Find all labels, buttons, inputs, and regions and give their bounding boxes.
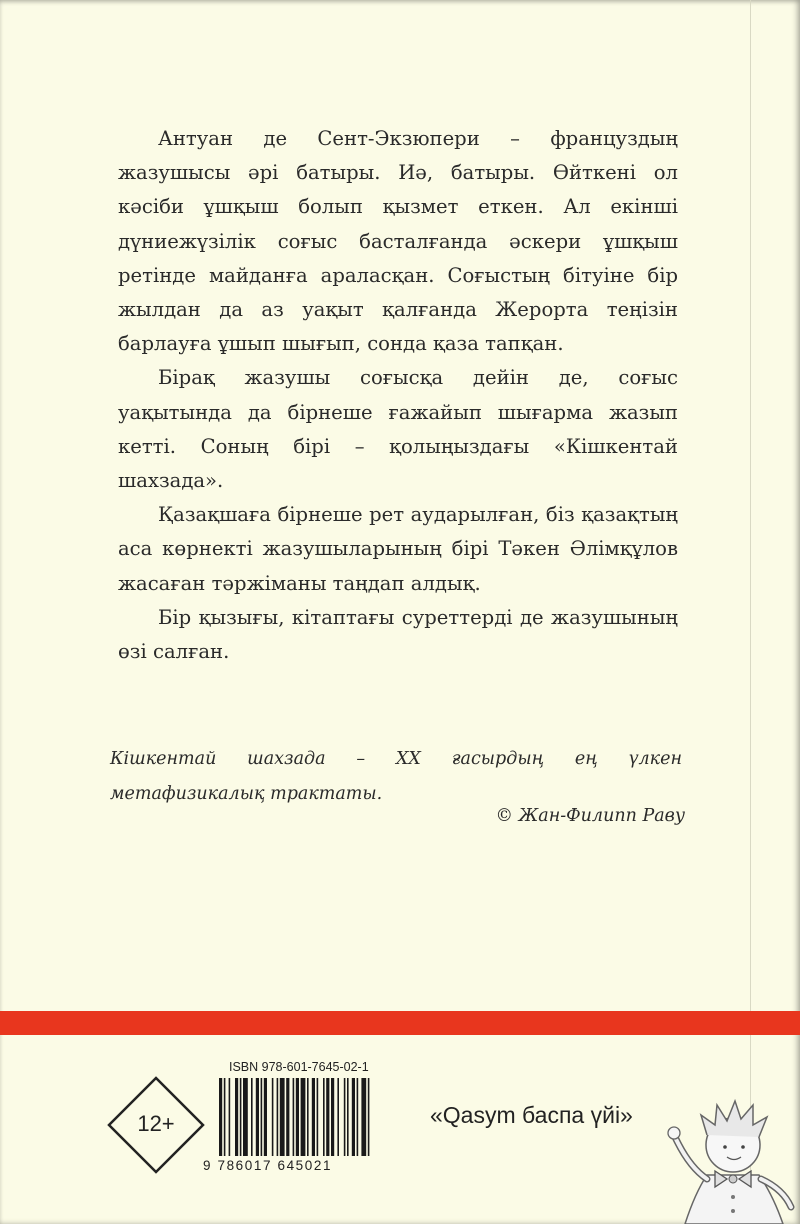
barcode-digits: 9 786017 645021 [203,1158,333,1173]
blurb-text [118,122,678,669]
barcode-bar [323,1078,325,1156]
blurb-paragraph: Бір қызығы, кітаптағы суреттерді де жазушының өзі салған. [118,605,678,664]
isbn-label: ISBN 978-601-7645-02-1 [229,1060,369,1074]
barcode-bar [261,1078,263,1156]
barcode-bar [296,1078,299,1156]
blurb-paragraph: Бірақ жазушы соғысқа дейін де, соғыс уақытында да бірнеше ғажайып шығарма жазып кетті. Соның бірі – қолыңыздағы «Кішкентай шахзада». [118,366,678,493]
barcode-bar [229,1078,231,1156]
barcode-bar [352,1078,355,1156]
publisher-name: «Qasym баспа үйі» [430,1102,633,1128]
barcode-bar [264,1078,267,1156]
quote-text: Кішкентай шахзада – ХХ ғасырдың ең үлкен метафизикалық трактаты. [110,749,682,804]
barcode-bar [219,1078,222,1156]
barcode-bar [307,1078,309,1156]
barcode-bar [312,1078,315,1156]
barcode-bar [293,1078,295,1156]
barcode-bar [344,1078,346,1156]
quote-attribution: © Жан-Филипп Раву [495,806,685,826]
isbn-barcode [219,1078,419,1156]
barcode-bar [224,1078,226,1156]
blurb-paragraph: Қазақшаға бірнеше рет аударылған, біз қазақтың аса көрнекті жазушыларының бірі Тәкен Әлімқұлов жасаған тәржіманы таңдап алдық. [118,503,678,595]
age-rating-label: 12+ [137,1111,175,1136]
barcode-bar [240,1078,242,1156]
blurb-paragraph: Антуан де Сент-Экзюпери – француздың жазушысы әрі батыры. Иә, батыры. Өйткені ол кәсіби ұшқыш болып қызмет еткен. Ал екінші дүниежүзілік соғыс басталғанда әскери ұшқыш ретінде майданға араласқан. Соғыстың бітуіне бір жылдан да аз уақыт қалғанда Жерорта теңізін барлауға ұшып шығып, сонда қаза тапқан. [118,127,678,356]
little-prince-illustration [655,1075,800,1224]
barcode-bar [317,1078,319,1156]
barcode-bar [337,1078,339,1156]
barcode-bar [361,1078,366,1156]
barcode-bar [272,1078,274,1156]
barcode-bar [277,1078,279,1156]
barcode-bar [235,1078,238,1156]
barcode-bar [301,1078,306,1156]
spine-fold [750,0,751,1224]
red-band [0,1011,800,1035]
barcode-bar [357,1078,359,1156]
barcode-bar [368,1078,370,1156]
barcode-bar [251,1078,253,1156]
barcode-bar [326,1078,329,1156]
barcode-bar [286,1078,289,1156]
age-rating-badge [106,1075,206,1175]
barcode-bar [280,1078,285,1156]
barcode-bar [347,1078,349,1156]
barcode-bar [331,1078,334,1156]
barcode-bar [243,1078,248,1156]
barcode-bar [256,1078,259,1156]
